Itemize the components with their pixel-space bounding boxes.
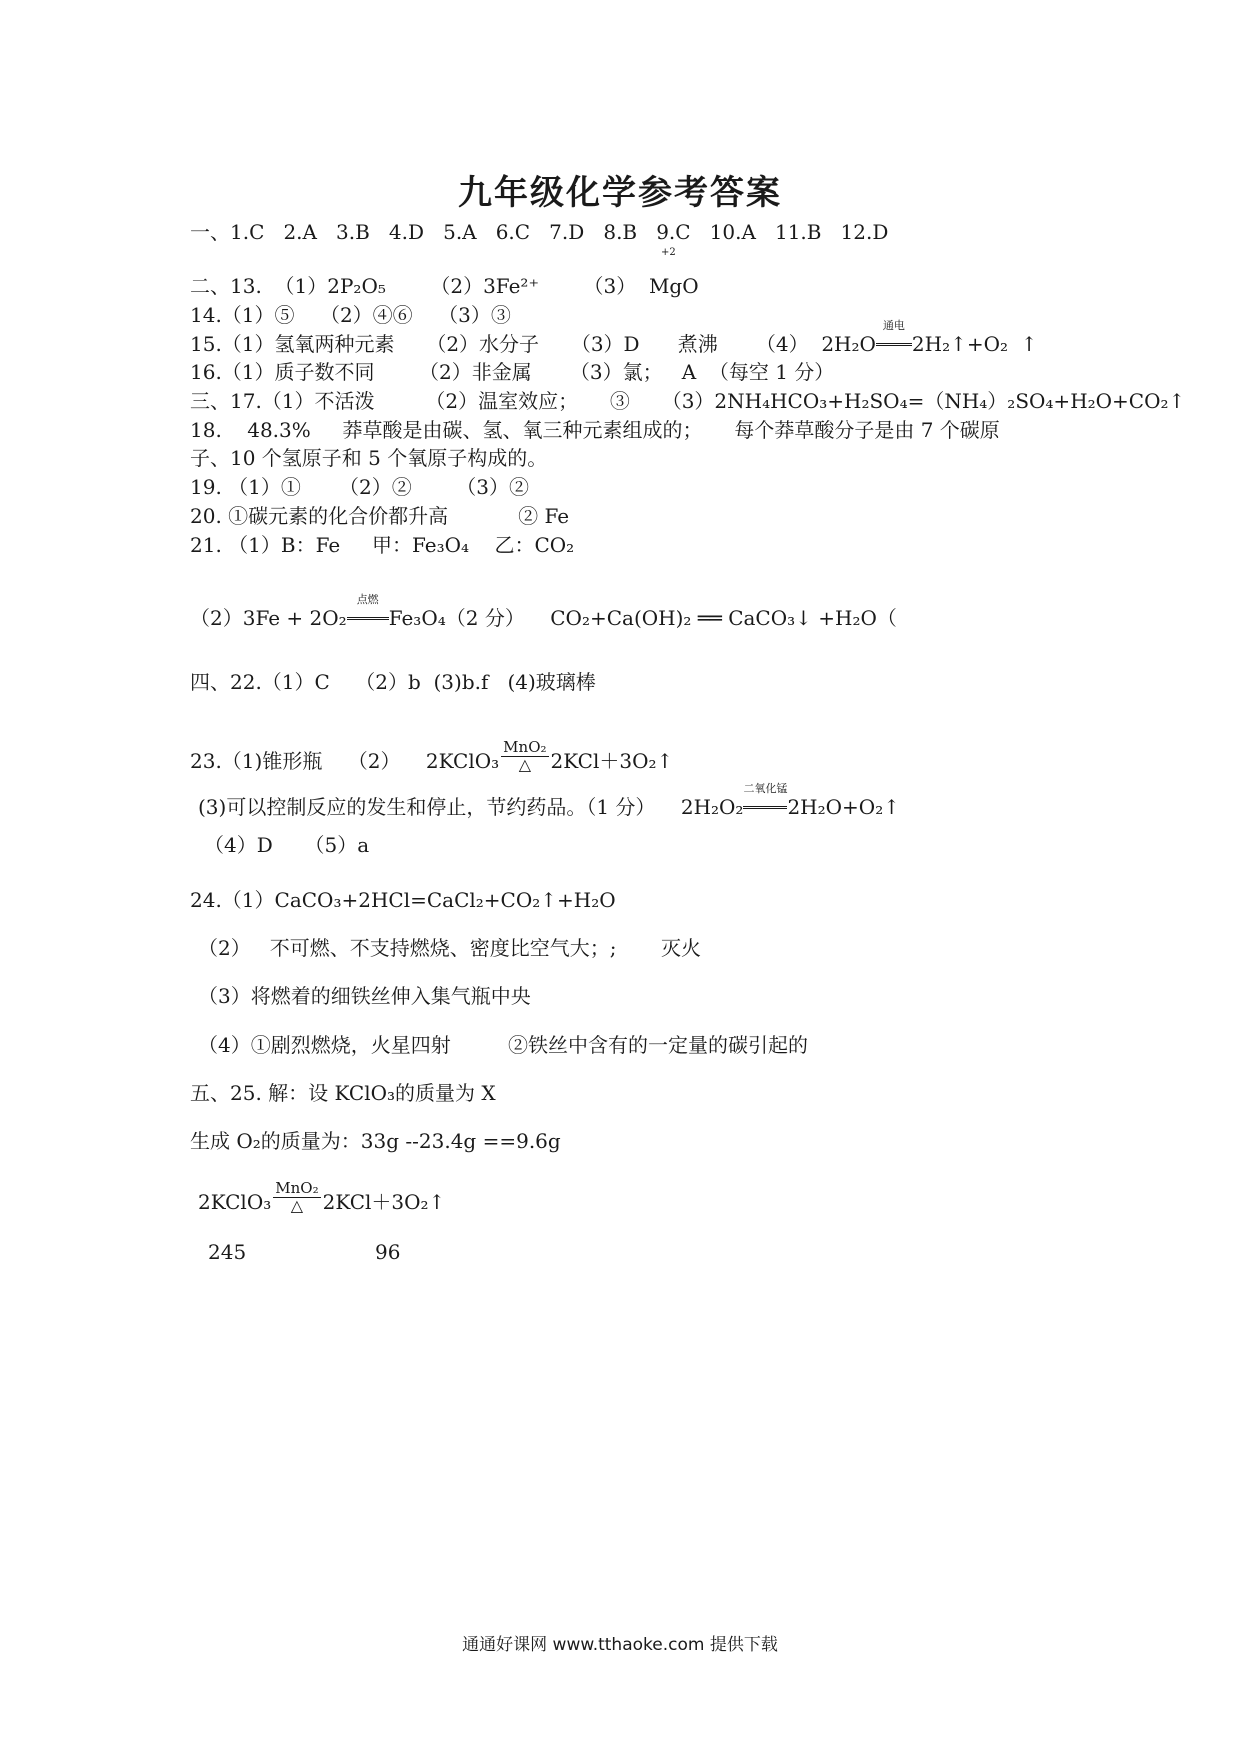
condition-label: 点燃 bbox=[356, 593, 379, 606]
footer-source: 通通好课网 www.tthaoke.com 提供下载 bbox=[462, 1635, 778, 1655]
answer-row-25-2: 生成 O₂的质量为：33g --23.4g ==9.6g bbox=[190, 1129, 561, 1153]
answer-row-19: 19. （1）① （2）② （3）② bbox=[190, 475, 529, 499]
page-title: 九年级化学参考答案 bbox=[458, 173, 782, 213]
products: 2KCl＋3O₂↑ bbox=[322, 1190, 446, 1214]
heat-symbol: △ bbox=[518, 755, 531, 774]
answer-row-25-equation bbox=[198, 1179, 446, 1220]
condition-label: 二氧化锰 bbox=[743, 782, 788, 795]
answer-21-2-rest: Fe₃O₄（2 分） CO₂+Ca(OH)₂ ══ CaCO₃↓ +H₂O（ bbox=[388, 606, 897, 630]
answer-23-3-products: 2H₂O+O₂↑ bbox=[787, 795, 900, 819]
answer-row-20: 20. ①碳元素的化合价都升高 ② Fe bbox=[190, 504, 570, 528]
ignite-condition bbox=[347, 593, 389, 628]
answer-row-15 bbox=[190, 319, 1038, 356]
valence-mark: +2 bbox=[661, 247, 676, 258]
mno2-condition bbox=[501, 740, 548, 773]
answer-23-text: 23.（1)锥形瓶 （2） 2KClO₃ bbox=[190, 749, 500, 773]
answer-15-products: 2H₂↑+O₂ ↑ bbox=[911, 332, 1038, 356]
answer-23-3-text: (3)可以控制反应的发生和停止，节约药品。（1 分） 2H₂O₂ bbox=[198, 795, 744, 819]
answer-row-23-4: （4）D （5）a bbox=[204, 833, 370, 857]
electrolysis-condition bbox=[876, 319, 912, 354]
answer-21-2-text: （2）3Fe + 2O₂ bbox=[190, 606, 347, 630]
answer-row-16: 16.（1）质子数不同 （2）非金属 （3）氯； A （每空 1 分） bbox=[190, 360, 835, 384]
reaction-arrow bbox=[347, 617, 389, 620]
answer-row-21: 21. （1）B：Fe 甲：Fe₃O₄ 乙：CO₂ bbox=[190, 533, 575, 557]
answer-row-17: 三、17.（1）不活泼 （2）温室效应； ③ （3）2NH₄HCO₃+H₂SO₄=（NH₄）₂SO₄+H₂O+CO₂↑ bbox=[190, 389, 1186, 413]
catalyst-label: MnO₂ bbox=[503, 738, 547, 756]
catalyst-label: MnO₂ bbox=[275, 1179, 319, 1197]
answer-row-18a: 18. 48.3% 莽草酸是由碳、氢、氧三种元素组成的； 每个莽草酸分子是由 7 个碳原 bbox=[190, 418, 1000, 442]
answer-row-13: 二、13. （1）2P₂O₅ （2）3Fe²⁺ （3） MgO bbox=[190, 274, 699, 298]
mno2-condition bbox=[273, 1181, 320, 1214]
answer-row-25: 五、25. 解：设 KClO₃的质量为 X bbox=[190, 1081, 496, 1105]
answer-row-24-4: （4）①剧烈燃烧，火星四射 ②铁丝中含有的一定量的碳引起的 bbox=[198, 1033, 808, 1057]
answer-row-23 bbox=[190, 738, 674, 779]
catalyst-condition bbox=[743, 782, 788, 817]
answer-row-1-12: 一、1.C 2.A 3.B 4.D 5.A 6.C 7.D 8.B 9.C 10.A 11.B 12.D bbox=[190, 220, 889, 244]
heat-symbol: △ bbox=[290, 1196, 304, 1215]
answer-row-24: 24.（1）CaCO₃+2HCl=CaCl₂+CO₂↑+H₂O bbox=[190, 888, 616, 912]
reaction-arrow bbox=[876, 343, 912, 346]
reactant: 2KClO₃ bbox=[198, 1190, 272, 1214]
answer-row-24-2: （2） 不可燃、不支持燃烧、密度比空气大；; 灭火 bbox=[198, 936, 702, 960]
answer-row-18b: 子、10 个氢原子和 5 个氧原子构成的。 bbox=[190, 446, 548, 470]
answer-row-14: 14.（1）⑤ （2）④⑥ （3）③ bbox=[190, 303, 511, 327]
answer-row-24-3: （3）将燃着的细铁丝伸入集气瓶中央 bbox=[198, 984, 531, 1008]
reaction-arrow bbox=[743, 806, 787, 809]
answer-row-21-2 bbox=[190, 593, 897, 630]
answer-15-text: 15.（1）氢氧两种元素 （2）水分子 （3）D 煮沸 （4） 2H₂O bbox=[190, 332, 876, 356]
answer-23-products: 2KCl＋3O₂↑ bbox=[550, 749, 674, 773]
condition-label: 通电 bbox=[882, 319, 905, 332]
molar-mass-96: 96 bbox=[375, 1240, 401, 1264]
answer-row-23-3 bbox=[198, 782, 900, 819]
molar-mass-245: 245 bbox=[208, 1240, 247, 1264]
answer-row-22: 四、22.（1）C （2）b (3)b.f (4)玻璃棒 bbox=[190, 670, 596, 694]
